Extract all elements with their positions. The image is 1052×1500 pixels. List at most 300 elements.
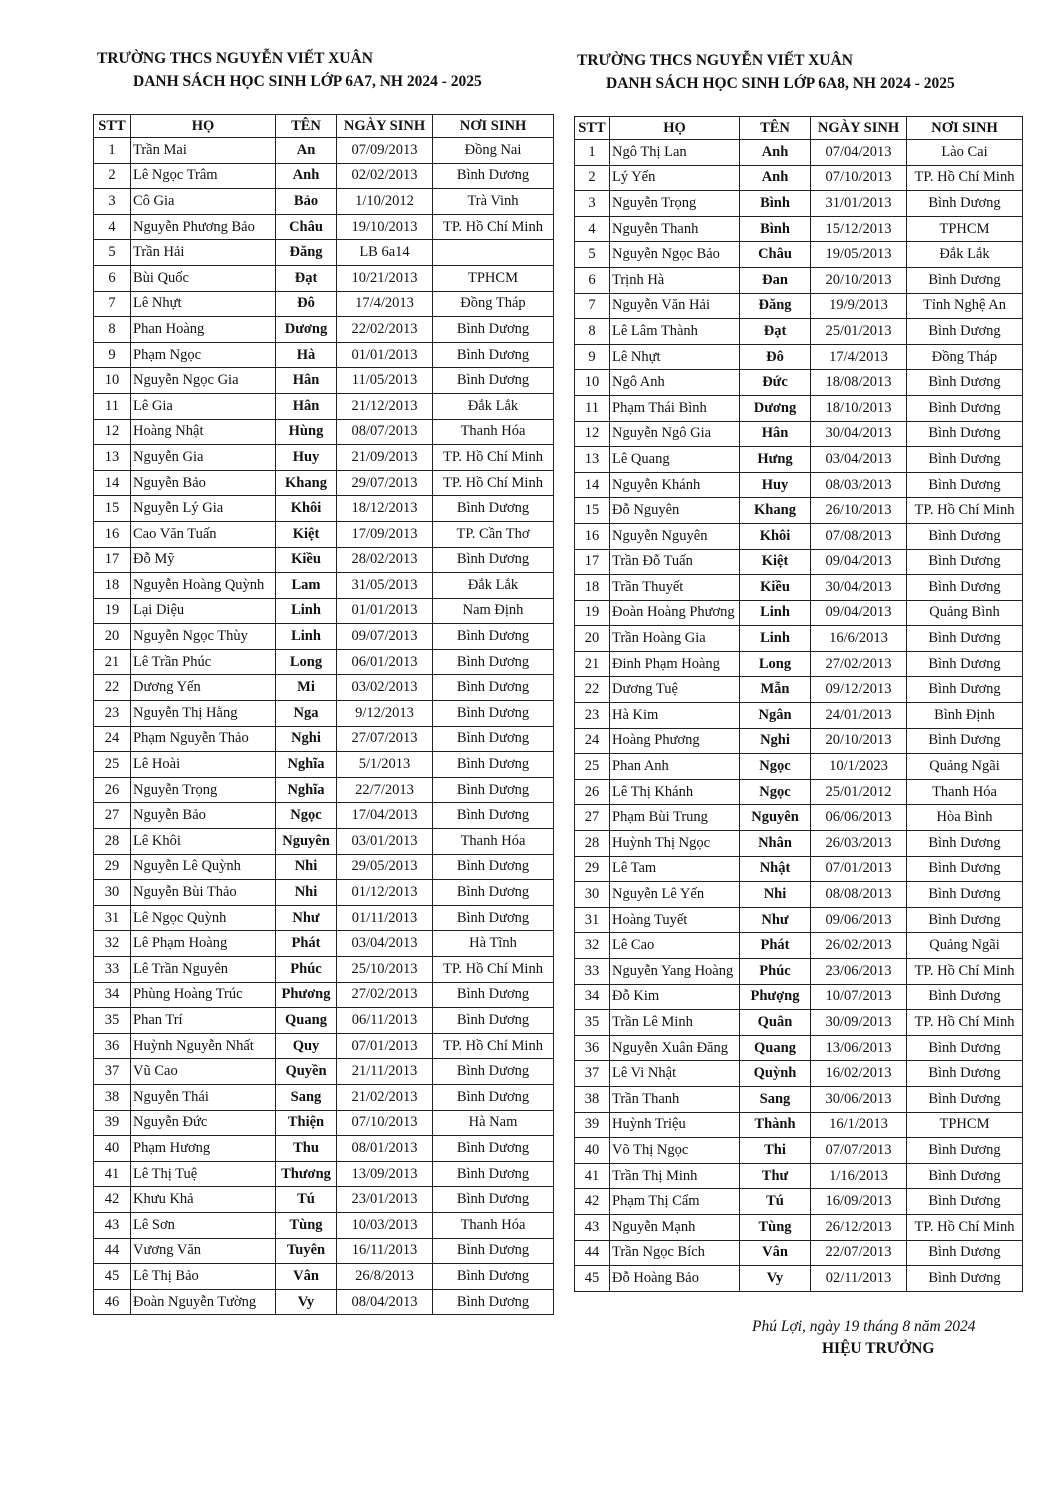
table-row bbox=[94, 573, 554, 599]
cell-ho: Nguyễn Phương Bảo bbox=[131, 214, 276, 240]
cell-ngay: 29/07/2013 bbox=[337, 470, 433, 496]
cell-ten: Quyền bbox=[276, 1059, 337, 1085]
cell-noi: TP. Hồ Chí Minh bbox=[907, 498, 1023, 524]
cell-stt: 29 bbox=[94, 854, 131, 880]
cell-ten: Thiện bbox=[276, 1110, 337, 1136]
cell-ho: Trần Thuyết bbox=[610, 575, 740, 601]
cell-stt: 25 bbox=[575, 754, 610, 780]
cell-stt: 39 bbox=[94, 1110, 131, 1136]
column-header-stt: STT bbox=[94, 115, 131, 138]
table-row bbox=[575, 677, 1023, 703]
cell-stt: 45 bbox=[575, 1266, 610, 1292]
cell-ten: Đô bbox=[740, 344, 811, 370]
table-row bbox=[94, 393, 554, 419]
cell-stt: 30 bbox=[575, 882, 610, 908]
cell-noi: Quảng Bình bbox=[907, 600, 1023, 626]
table-row bbox=[94, 803, 554, 829]
cell-ngay: 30/09/2013 bbox=[811, 1010, 907, 1036]
cell-ngay: 18/12/2013 bbox=[337, 496, 433, 522]
cell-ho: Nguyễn Trọng bbox=[610, 191, 740, 217]
cell-ten: Như bbox=[740, 907, 811, 933]
cell-ngay: 20/10/2013 bbox=[811, 728, 907, 754]
cell-noi: Bình Dương bbox=[907, 267, 1023, 293]
cell-stt: 28 bbox=[94, 829, 131, 855]
table-row bbox=[94, 189, 554, 215]
cell-ten: Sang bbox=[740, 1086, 811, 1112]
table-row bbox=[575, 1240, 1023, 1266]
cell-ten: Ngọc bbox=[740, 779, 811, 805]
cell-noi: Thanh Hóa bbox=[907, 779, 1023, 805]
cell-ho: Lê Phạm Hoàng bbox=[131, 931, 276, 957]
cell-noi: Bình Dương bbox=[907, 1189, 1023, 1215]
cell-ten: Tùng bbox=[740, 1214, 811, 1240]
table-row bbox=[575, 165, 1023, 191]
cell-ho: Phạm Nguyễn Thảo bbox=[131, 726, 276, 752]
cell-ten: Khang bbox=[276, 470, 337, 496]
table-row bbox=[575, 1112, 1023, 1138]
cell-ho: Nguyễn Ngọc Thùy bbox=[131, 624, 276, 650]
cell-ho: Huỳnh Triệu bbox=[610, 1112, 740, 1138]
cell-ho: Dương Yến bbox=[131, 675, 276, 701]
cell-stt: 32 bbox=[575, 933, 610, 959]
cell-ten: Thư bbox=[740, 1163, 811, 1189]
cell-ngay: 21/09/2013 bbox=[337, 445, 433, 471]
table-row bbox=[575, 1061, 1023, 1087]
cell-ngay: 27/02/2013 bbox=[337, 982, 433, 1008]
cell-stt: 1 bbox=[94, 138, 131, 164]
table-row bbox=[94, 675, 554, 701]
table-row bbox=[575, 293, 1023, 319]
cell-ngay: 01/12/2013 bbox=[337, 880, 433, 906]
cell-noi: Lào Cai bbox=[907, 140, 1023, 166]
cell-noi: Bình Dương bbox=[433, 777, 554, 803]
cell-ho: Phan Anh bbox=[610, 754, 740, 780]
table-row bbox=[575, 523, 1023, 549]
cell-ngay: 16/11/2013 bbox=[337, 1238, 433, 1264]
cell-noi: Bình Dương bbox=[433, 1238, 554, 1264]
cell-ngay: 5/1/2013 bbox=[337, 752, 433, 778]
cell-stt: 38 bbox=[575, 1086, 610, 1112]
cell-stt: 11 bbox=[575, 395, 610, 421]
cell-ten: Châu bbox=[276, 214, 337, 240]
cell-ten: Dương bbox=[740, 395, 811, 421]
cell-ngay: 29/05/2013 bbox=[337, 854, 433, 880]
cell-ngay: 25/01/2013 bbox=[811, 319, 907, 345]
cell-ngay: 10/21/2013 bbox=[337, 265, 433, 291]
cell-ho: Đỗ Nguyên bbox=[610, 498, 740, 524]
table-row bbox=[94, 854, 554, 880]
cell-ho: Nguyễn Hoàng Quỳnh bbox=[131, 573, 276, 599]
table-row bbox=[94, 1264, 554, 1290]
cell-ngay: 08/03/2013 bbox=[811, 472, 907, 498]
cell-ten: Thương bbox=[276, 1161, 337, 1187]
cell-noi: Bình Dương bbox=[907, 523, 1023, 549]
table-row bbox=[94, 829, 554, 855]
cell-stt: 23 bbox=[575, 703, 610, 729]
cell-stt: 21 bbox=[94, 649, 131, 675]
cell-noi bbox=[433, 240, 554, 266]
cell-ten: Khôi bbox=[276, 496, 337, 522]
cell-stt: 7 bbox=[575, 293, 610, 319]
column-header-noi: NƠI SINH bbox=[907, 117, 1023, 140]
cell-ten: Vy bbox=[276, 1289, 337, 1315]
cell-ngay: 19/10/2013 bbox=[337, 214, 433, 240]
class-6a8-table bbox=[574, 116, 1023, 1292]
cell-stt: 24 bbox=[94, 726, 131, 752]
cell-ten: Khôi bbox=[740, 523, 811, 549]
cell-stt: 3 bbox=[575, 191, 610, 217]
cell-stt: 18 bbox=[575, 575, 610, 601]
cell-noi: Bình Dương bbox=[907, 1035, 1023, 1061]
cell-stt: 38 bbox=[94, 1084, 131, 1110]
cell-ho: Nguyễn Ngọc Bảo bbox=[610, 242, 740, 268]
cell-noi: TP. Hồ Chí Minh bbox=[907, 1214, 1023, 1240]
cell-ten: Huy bbox=[740, 472, 811, 498]
cell-noi: Bình Dương bbox=[907, 395, 1023, 421]
cell-noi: Hà Tĩnh bbox=[433, 931, 554, 957]
cell-noi: Bình Dương bbox=[433, 547, 554, 573]
cell-noi: Bình Dương bbox=[433, 1187, 554, 1213]
cell-ngay: 1/16/2013 bbox=[811, 1163, 907, 1189]
cell-ho: Nguyễn Gia bbox=[131, 445, 276, 471]
cell-ngay: 02/11/2013 bbox=[811, 1266, 907, 1292]
table-row bbox=[575, 754, 1023, 780]
cell-ten: Đăng bbox=[740, 293, 811, 319]
cell-ho: Nguyễn Bùi Thảo bbox=[131, 880, 276, 906]
cell-noi: Bình Dương bbox=[907, 728, 1023, 754]
table-row bbox=[94, 445, 554, 471]
cell-ngay: 10/1/2023 bbox=[811, 754, 907, 780]
table-row bbox=[94, 1136, 554, 1162]
table-row bbox=[575, 191, 1023, 217]
cell-noi: TPHCM bbox=[433, 265, 554, 291]
table-row bbox=[94, 419, 554, 445]
cell-ten: Bình bbox=[740, 216, 811, 242]
cell-ho: Trần Hải bbox=[131, 240, 276, 266]
table-row bbox=[575, 1189, 1023, 1215]
cell-noi: Đắk Lắk bbox=[433, 393, 554, 419]
cell-ten: Đức bbox=[740, 370, 811, 396]
cell-stt: 29 bbox=[575, 856, 610, 882]
cell-noi: Đồng Tháp bbox=[907, 344, 1023, 370]
cell-ngay: 03/04/2013 bbox=[811, 447, 907, 473]
cell-ngay: 30/06/2013 bbox=[811, 1086, 907, 1112]
cell-noi: Bình Dương bbox=[433, 982, 554, 1008]
cell-ngay: 07/09/2013 bbox=[337, 138, 433, 164]
cell-ten: Linh bbox=[740, 626, 811, 652]
cell-noi: Bình Dương bbox=[907, 370, 1023, 396]
column-header-ngay: NGÀY SINH bbox=[811, 117, 907, 140]
cell-ho: Ngô Anh bbox=[610, 370, 740, 396]
cell-ho: Vũ Cao bbox=[131, 1059, 276, 1085]
cell-ngay: 07/08/2013 bbox=[811, 523, 907, 549]
cell-noi: Thanh Hóa bbox=[433, 419, 554, 445]
cell-stt: 45 bbox=[94, 1264, 131, 1290]
cell-noi: Bình Dương bbox=[433, 368, 554, 394]
cell-ten: Phúc bbox=[740, 959, 811, 985]
table-row bbox=[575, 703, 1023, 729]
table-row bbox=[575, 959, 1023, 985]
cell-ten: Ngọc bbox=[740, 754, 811, 780]
cell-stt: 6 bbox=[94, 265, 131, 291]
cell-ten: Vân bbox=[276, 1264, 337, 1290]
cell-ho: Nguyễn Bảo bbox=[131, 803, 276, 829]
cell-stt: 20 bbox=[94, 624, 131, 650]
cell-ho: Cô Gia bbox=[131, 189, 276, 215]
cell-ngay: 25/10/2013 bbox=[337, 957, 433, 983]
cell-stt: 46 bbox=[94, 1289, 131, 1315]
cell-noi: Bình Dương bbox=[433, 675, 554, 701]
table-row bbox=[94, 138, 554, 164]
table-row bbox=[94, 982, 554, 1008]
cell-stt: 15 bbox=[94, 496, 131, 522]
cell-stt: 35 bbox=[94, 1008, 131, 1034]
table-row bbox=[575, 1086, 1023, 1112]
cell-stt: 5 bbox=[94, 240, 131, 266]
cell-ten: Như bbox=[276, 905, 337, 931]
cell-ten: Đan bbox=[740, 267, 811, 293]
cell-stt: 10 bbox=[575, 370, 610, 396]
cell-stt: 33 bbox=[575, 959, 610, 985]
cell-ngay: 16/1/2013 bbox=[811, 1112, 907, 1138]
cell-ngay: 20/10/2013 bbox=[811, 267, 907, 293]
cell-ho: Nguyễn Ngọc Gia bbox=[131, 368, 276, 394]
cell-noi: Bình Dương bbox=[433, 317, 554, 343]
cell-ngay: 21/12/2013 bbox=[337, 393, 433, 419]
cell-stt: 24 bbox=[575, 728, 610, 754]
cell-noi: Bình Dương bbox=[907, 447, 1023, 473]
cell-stt: 12 bbox=[94, 419, 131, 445]
cell-ngay: LB 6a14 bbox=[337, 240, 433, 266]
cell-ngay: 16/6/2013 bbox=[811, 626, 907, 652]
cell-stt: 44 bbox=[94, 1238, 131, 1264]
table-row bbox=[575, 447, 1023, 473]
cell-noi: Bình Dương bbox=[907, 1061, 1023, 1087]
cell-ho: Nguyễn Xuân Đăng bbox=[610, 1035, 740, 1061]
table-row bbox=[575, 575, 1023, 601]
table-row bbox=[575, 984, 1023, 1010]
cell-stt: 4 bbox=[575, 216, 610, 242]
cell-ho: Phạm Hương bbox=[131, 1136, 276, 1162]
cell-ngay: 07/01/2013 bbox=[337, 1033, 433, 1059]
cell-ngay: 03/04/2013 bbox=[337, 931, 433, 957]
cell-stt: 16 bbox=[94, 521, 131, 547]
signing-date: Phú Lợi, ngày 19 tháng 8 năm 2024 bbox=[752, 1318, 976, 1335]
table-row bbox=[94, 880, 554, 906]
table-row bbox=[94, 1059, 554, 1085]
cell-ten: Phượng bbox=[740, 984, 811, 1010]
cell-ten: Kiều bbox=[276, 547, 337, 573]
cell-stt: 18 bbox=[94, 573, 131, 599]
cell-ten: Nguyên bbox=[740, 805, 811, 831]
cell-noi: TP. Hồ Chí Minh bbox=[907, 959, 1023, 985]
cell-ten: Hân bbox=[276, 368, 337, 394]
cell-ngay: 30/04/2013 bbox=[811, 421, 907, 447]
cell-noi: Bình Dương bbox=[907, 1163, 1023, 1189]
cell-noi: Đồng Tháp bbox=[433, 291, 554, 317]
cell-noi: Bình Dương bbox=[907, 677, 1023, 703]
cell-ho: Lê Quang bbox=[610, 447, 740, 473]
class-6a7-table bbox=[93, 114, 554, 1315]
cell-ho: Lại Diệu bbox=[131, 598, 276, 624]
cell-noi: Bình Dương bbox=[433, 1084, 554, 1110]
cell-noi: Bình Dương bbox=[907, 1240, 1023, 1266]
cell-noi: Bình Dương bbox=[433, 1289, 554, 1315]
cell-ngay: 07/04/2013 bbox=[811, 140, 907, 166]
table-row bbox=[94, 265, 554, 291]
table-row bbox=[94, 240, 554, 266]
cell-ngay: 16/09/2013 bbox=[811, 1189, 907, 1215]
cell-ho: Trần Hoàng Gia bbox=[610, 626, 740, 652]
column-header-ngay: NGÀY SINH bbox=[337, 115, 433, 138]
cell-noi: Bình Dương bbox=[433, 701, 554, 727]
cell-stt: 27 bbox=[575, 805, 610, 831]
cell-ten: Nhân bbox=[740, 831, 811, 857]
cell-noi: TP. Hồ Chí Minh bbox=[433, 1033, 554, 1059]
cell-stt: 17 bbox=[575, 549, 610, 575]
cell-ten: Bảo bbox=[276, 189, 337, 215]
cell-ten: Nghi bbox=[740, 728, 811, 754]
cell-ten: Hân bbox=[740, 421, 811, 447]
cell-stt: 31 bbox=[94, 905, 131, 931]
cell-noi: Bình Dương bbox=[433, 752, 554, 778]
cell-stt: 30 bbox=[94, 880, 131, 906]
cell-stt: 22 bbox=[94, 675, 131, 701]
cell-ngay: 01/11/2013 bbox=[337, 905, 433, 931]
cell-noi: Bình Dương bbox=[433, 1008, 554, 1034]
table-row bbox=[94, 957, 554, 983]
cell-ten: Huy bbox=[276, 445, 337, 471]
cell-stt: 23 bbox=[94, 701, 131, 727]
cell-ten: Sang bbox=[276, 1084, 337, 1110]
cell-stt: 1 bbox=[575, 140, 610, 166]
cell-ho: Đoàn Hoàng Phương bbox=[610, 600, 740, 626]
table-row bbox=[94, 1161, 554, 1187]
cell-ten: Lam bbox=[276, 573, 337, 599]
cell-ngay: 30/04/2013 bbox=[811, 575, 907, 601]
cell-stt: 20 bbox=[575, 626, 610, 652]
column-header-stt: STT bbox=[575, 117, 610, 140]
cell-ho: Nguyễn Ngô Gia bbox=[610, 421, 740, 447]
cell-ngay: 06/11/2013 bbox=[337, 1008, 433, 1034]
cell-noi: Bình Dương bbox=[907, 831, 1023, 857]
table-row bbox=[575, 1163, 1023, 1189]
table-row bbox=[94, 1212, 554, 1238]
cell-ho: Lê Tam bbox=[610, 856, 740, 882]
cell-stt: 19 bbox=[575, 600, 610, 626]
cell-stt: 34 bbox=[94, 982, 131, 1008]
cell-ho: Lê Vi Nhật bbox=[610, 1061, 740, 1087]
cell-noi: Bình Dương bbox=[907, 191, 1023, 217]
cell-noi: TP. Hồ Chí Minh bbox=[907, 165, 1023, 191]
cell-stt: 15 bbox=[575, 498, 610, 524]
cell-ngay: 01/01/2013 bbox=[337, 598, 433, 624]
cell-ngay: 01/01/2013 bbox=[337, 342, 433, 368]
cell-ho: Võ Thị Ngọc bbox=[610, 1138, 740, 1164]
cell-ngay: 06/01/2013 bbox=[337, 649, 433, 675]
cell-ho: Phan Trí bbox=[131, 1008, 276, 1034]
table-row bbox=[575, 472, 1023, 498]
cell-noi: Bình Dương bbox=[433, 649, 554, 675]
cell-noi: Đắk Lắk bbox=[907, 242, 1023, 268]
cell-ho: Lê Nhựt bbox=[610, 344, 740, 370]
cell-stt: 12 bbox=[575, 421, 610, 447]
cell-stt: 2 bbox=[575, 165, 610, 191]
table-header-row bbox=[94, 115, 554, 138]
cell-noi: Bình Dương bbox=[433, 1059, 554, 1085]
cell-ho: Trần Mai bbox=[131, 138, 276, 164]
cell-ten: Châu bbox=[740, 242, 811, 268]
cell-noi: Bình Định bbox=[907, 703, 1023, 729]
cell-ho: Nguyễn Khánh bbox=[610, 472, 740, 498]
cell-ten: Mi bbox=[276, 675, 337, 701]
cell-stt: 25 bbox=[94, 752, 131, 778]
cell-ngay: 07/01/2013 bbox=[811, 856, 907, 882]
cell-stt: 37 bbox=[94, 1059, 131, 1085]
cell-ten: Đăng bbox=[276, 240, 337, 266]
cell-ngay: 19/9/2013 bbox=[811, 293, 907, 319]
cell-ten: Kiệt bbox=[276, 521, 337, 547]
cell-stt: 43 bbox=[575, 1214, 610, 1240]
table-row bbox=[94, 521, 554, 547]
cell-ho: Khưu Khả bbox=[131, 1187, 276, 1213]
cell-ngay: 21/11/2013 bbox=[337, 1059, 433, 1085]
table-row bbox=[575, 267, 1023, 293]
table-row bbox=[94, 1008, 554, 1034]
cell-ngay: 03/02/2013 bbox=[337, 675, 433, 701]
cell-ngay: 31/01/2013 bbox=[811, 191, 907, 217]
column-header-ho: HỌ bbox=[131, 115, 276, 138]
cell-ho: Nguyễn Thái bbox=[131, 1084, 276, 1110]
table-row bbox=[575, 651, 1023, 677]
cell-ngay: 09/06/2013 bbox=[811, 907, 907, 933]
cell-ten: Đạt bbox=[276, 265, 337, 291]
cell-ho: Đoàn Nguyễn Tường bbox=[131, 1289, 276, 1315]
cell-ngay: 28/02/2013 bbox=[337, 547, 433, 573]
column-header-noi: NƠI SINH bbox=[433, 115, 554, 138]
cell-stt: 41 bbox=[575, 1163, 610, 1189]
table-row bbox=[94, 1033, 554, 1059]
table-row bbox=[575, 882, 1023, 908]
cell-ngay: 07/10/2013 bbox=[337, 1110, 433, 1136]
table-row bbox=[575, 1138, 1023, 1164]
table-row bbox=[575, 319, 1023, 345]
cell-ngay: 13/09/2013 bbox=[337, 1161, 433, 1187]
cell-ten: Quang bbox=[276, 1008, 337, 1034]
cell-ho: Lê Ngọc Trâm bbox=[131, 163, 276, 189]
cell-noi: Đồng Nai bbox=[433, 138, 554, 164]
cell-ten: Anh bbox=[740, 165, 811, 191]
cell-noi: TP. Cần Thơ bbox=[433, 521, 554, 547]
cell-ngay: 07/10/2013 bbox=[811, 165, 907, 191]
table-row bbox=[575, 907, 1023, 933]
cell-ho: Hoàng Phương bbox=[610, 728, 740, 754]
cell-ngay: 15/12/2013 bbox=[811, 216, 907, 242]
cell-ten: Đạt bbox=[740, 319, 811, 345]
cell-noi: Quảng Ngãi bbox=[907, 754, 1023, 780]
cell-ten: Quang bbox=[740, 1035, 811, 1061]
cell-ngay: 09/04/2013 bbox=[811, 549, 907, 575]
cell-ten: Thi bbox=[740, 1138, 811, 1164]
cell-ho: Lê Trần Phúc bbox=[131, 649, 276, 675]
cell-stt: 9 bbox=[94, 342, 131, 368]
cell-ho: Trần Đỗ Tuấn bbox=[610, 549, 740, 575]
cell-noi: Hòa Bình bbox=[907, 805, 1023, 831]
cell-ho: Vương Văn bbox=[131, 1238, 276, 1264]
table-row bbox=[575, 242, 1023, 268]
cell-ngay: 19/05/2013 bbox=[811, 242, 907, 268]
cell-stt: 17 bbox=[94, 547, 131, 573]
